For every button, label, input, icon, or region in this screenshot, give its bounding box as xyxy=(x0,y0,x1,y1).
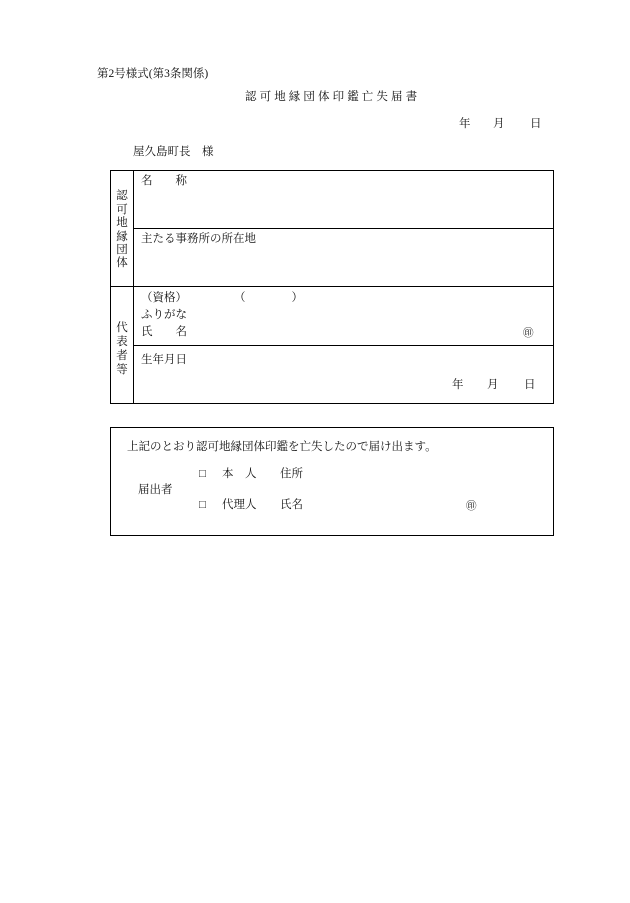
representative-name-label: 氏 名 xyxy=(141,326,187,338)
submitter-label: 届出者 xyxy=(138,484,173,496)
representative-name-cell xyxy=(134,287,553,346)
header-date-day-label: 日 xyxy=(530,118,542,130)
document-title: 認可地縁団体印鑑亡失届書 xyxy=(245,91,421,103)
seal-mark-icon: ㊞ xyxy=(466,501,477,512)
birthdate-month-label: 月 xyxy=(487,379,499,391)
name-field-label: 氏名 xyxy=(280,499,303,511)
declaration-statement: 上記のとおり認可地縁団体印鑑を亡失したので届け出ます。 xyxy=(127,441,437,453)
header-date-month-label: 月 xyxy=(493,118,505,130)
checkbox-agent-icon: □ xyxy=(199,499,206,511)
form-number: 第2号様式(第3条関係) xyxy=(97,68,209,80)
option-self-label: 本 人 xyxy=(222,468,257,480)
birthdate-label: 生年月日 xyxy=(141,354,187,366)
qualification-label: （資格） xyxy=(141,292,187,304)
group-section-label: 認可地縁団体 xyxy=(116,190,128,270)
declaration-box xyxy=(110,427,554,536)
representative-section-header xyxy=(111,287,134,403)
header-date-year-label: 年 xyxy=(459,118,471,130)
group-section-header xyxy=(111,171,134,287)
group-name-cell xyxy=(134,171,553,229)
checkbox-self-icon: □ xyxy=(199,468,206,480)
office-address-cell xyxy=(134,229,553,287)
qualification-value-parentheses: （ ） xyxy=(234,292,303,304)
representative-section-label: 代表者等 xyxy=(116,321,128,376)
seal-mark-icon: ㊞ xyxy=(523,328,534,339)
address-field-label: 住所 xyxy=(280,468,303,480)
addressee: 屋久島町長 様 xyxy=(133,146,214,158)
applicant-table xyxy=(110,170,554,404)
birthdate-cell xyxy=(134,346,553,403)
office-address-label: 主たる事務所の所在地 xyxy=(141,233,256,245)
birthdate-year-label: 年 xyxy=(452,379,464,391)
birthdate-day-label: 日 xyxy=(524,379,536,391)
group-name-label: 名 称 xyxy=(141,175,187,187)
furigana-label: ふりがな xyxy=(141,309,187,321)
option-agent-label: 代理人 xyxy=(222,499,257,511)
